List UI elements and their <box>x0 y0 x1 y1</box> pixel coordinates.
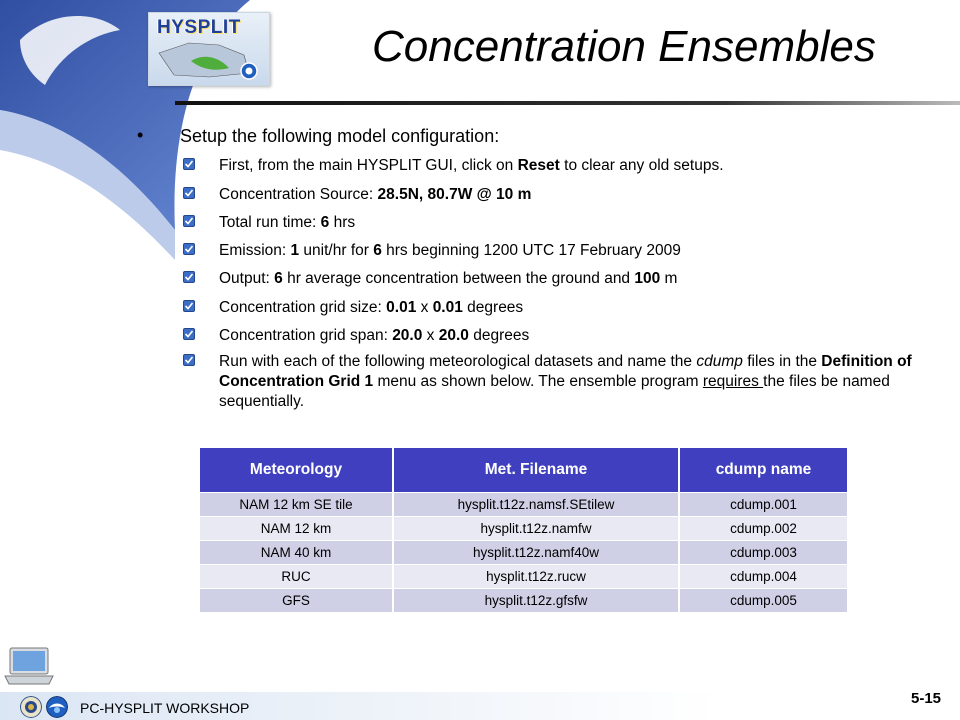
config-item-text: First, from the main HYSPLIT GUI, click on <box>219 157 518 174</box>
cell-meteorology: RUC <box>200 565 393 589</box>
title-divider <box>175 101 960 105</box>
noaa-seal-icon <box>46 696 68 718</box>
logo-title: HYSPLIT <box>157 17 241 38</box>
cell-filename: hysplit.t12z.gfsfw <box>393 589 679 613</box>
config-item-text: degrees <box>468 327 530 344</box>
config-item-text: requires <box>702 373 764 390</box>
checkbox-bullet-icon <box>183 328 195 340</box>
table-header-row <box>200 448 847 493</box>
config-item-text: hrs <box>329 214 356 231</box>
config-item <box>219 241 959 261</box>
config-item-text: Concentration Source: <box>219 186 378 203</box>
config-item <box>219 269 959 289</box>
page-number: 5-15 <box>911 690 942 707</box>
config-item-text: Total run time: <box>219 214 321 231</box>
config-item-text: 6 <box>320 214 330 231</box>
checkbox-bullet-icon <box>183 271 195 283</box>
config-item-text: hr average concentration between the ground and <box>282 270 635 287</box>
checkbox-bullet-icon <box>183 158 195 170</box>
header-meteorology: Meteorology <box>200 448 393 493</box>
checkbox-bullet-icon <box>183 215 195 227</box>
cell-meteorology: NAM 40 km <box>200 541 393 565</box>
laptop-icon <box>4 646 54 686</box>
slide-title: Concentration Ensembles <box>372 22 876 71</box>
config-item-text: Definition of Concentration Grid 1 <box>219 353 912 390</box>
cell-meteorology: GFS <box>200 589 393 613</box>
config-item-text: degrees <box>462 299 524 316</box>
cell-cdump: cdump.004 <box>679 565 847 589</box>
config-item-text: Output: <box>219 270 275 287</box>
map-icon <box>149 13 269 85</box>
config-item-text: 0.01 <box>432 299 463 316</box>
config-item-text: Emission: <box>219 242 291 259</box>
config-item-text: files in the <box>742 353 822 370</box>
config-item-text: 6 <box>373 242 382 259</box>
config-item-text: 28.5N, 80.7W @ 10 m <box>377 186 532 203</box>
config-item <box>219 185 959 205</box>
config-item-text: the files be named sequentially. <box>219 373 890 410</box>
checkbox-bullet-icon <box>183 354 195 366</box>
cell-filename: hysplit.t12z.namsf.SEtilew <box>393 493 679 517</box>
config-item-text: to clear any old setups. <box>559 157 724 174</box>
table-row <box>200 517 847 541</box>
main-bullet <box>137 125 500 147</box>
hysplit-logo <box>148 12 270 86</box>
config-item-text: Concentration grid size: <box>219 299 387 316</box>
config-item-text: cdump <box>696 353 743 370</box>
cell-cdump: cdump.002 <box>679 517 847 541</box>
table-row <box>200 493 847 517</box>
table-row <box>200 541 847 565</box>
config-item-text: menu as shown below. The ensemble program <box>373 373 703 390</box>
config-item-text: m <box>660 270 678 287</box>
cell-cdump: cdump.005 <box>679 589 847 613</box>
cell-filename: hysplit.t12z.namf40w <box>393 541 679 565</box>
config-item <box>219 352 959 412</box>
header-met-filename: Met. Filename <box>393 448 679 493</box>
checkbox-bullet-icon <box>183 187 195 199</box>
header-cdump-name: cdump name <box>679 448 847 493</box>
table-row <box>200 565 847 589</box>
bullet-dot-icon: • <box>137 125 144 145</box>
config-item-text: x <box>416 299 433 316</box>
cell-filename: hysplit.t12z.rucw <box>393 565 679 589</box>
cell-meteorology: NAM 12 km <box>200 517 393 541</box>
config-item-text: Concentration grid span: <box>219 327 393 344</box>
config-item-text: 6 <box>274 270 283 287</box>
config-item <box>219 326 959 346</box>
main-bullet-text: Setup the following model configuration: <box>180 126 500 146</box>
config-item <box>219 156 959 176</box>
config-item-text: 1 <box>290 242 300 259</box>
config-item-text: 20.0 <box>392 327 423 344</box>
cell-meteorology: NAM 12 km SE tile <box>200 493 393 517</box>
config-item <box>219 213 959 233</box>
config-item-text: unit/hr for <box>299 242 374 259</box>
config-item-text: Reset <box>517 157 560 174</box>
cell-filename: hysplit.t12z.namfw <box>393 517 679 541</box>
config-item-text: 20.0 <box>438 327 469 344</box>
config-item-text: 0.01 <box>386 299 417 316</box>
footer-workshop-label: PC-HYSPLIT WORKSHOP <box>80 700 250 716</box>
doc-seal-icon <box>20 696 42 718</box>
config-item-text: x <box>422 327 439 344</box>
config-item-text: Run with each of the following meteorological datasets and name the <box>219 353 697 370</box>
config-item-text: hrs beginning 1200 UTC 17 February 2009 <box>381 242 681 259</box>
cell-cdump: cdump.001 <box>679 493 847 517</box>
checkbox-bullet-icon <box>183 243 195 255</box>
config-item-text: 100 <box>634 270 661 287</box>
cell-cdump: cdump.003 <box>679 541 847 565</box>
checkbox-bullet-icon <box>183 300 195 312</box>
table-row <box>200 589 847 613</box>
config-item <box>219 298 959 318</box>
met-table <box>200 448 847 612</box>
